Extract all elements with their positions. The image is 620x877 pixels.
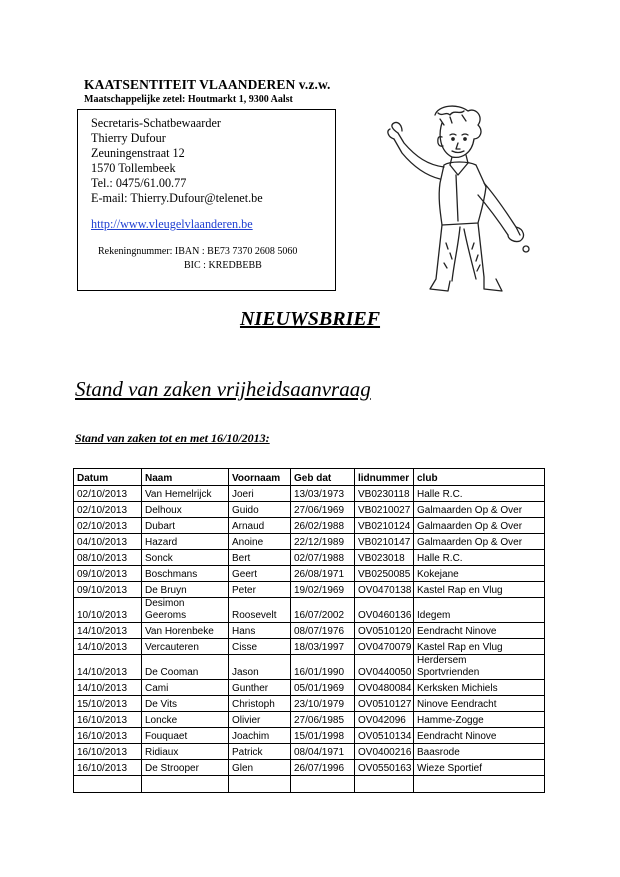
cell-datum: 02/10/2013 [74, 518, 142, 534]
cell-geb-dat: 22/12/1989 [291, 534, 355, 550]
cell-voornaam: Roosevelt [229, 598, 291, 623]
cell-club: Kastel Rap en Vlug [414, 639, 545, 655]
contact-role: Secretaris-Schatbewaarder [91, 116, 221, 130]
cell-voornaam: Guido [229, 502, 291, 518]
column-header-voornaam: Voornaam [229, 469, 291, 486]
cell-voornaam: Cisse [229, 639, 291, 655]
cell-naam: Ridiaux [142, 744, 229, 760]
cell-club: Idegem [414, 598, 545, 623]
cell-naam: Dubart [142, 518, 229, 534]
cell-geb-dat: 18/03/1997 [291, 639, 355, 655]
table-header-row [74, 469, 545, 486]
cell-club: Galmaarden Op & Over [414, 502, 545, 518]
organization-name: KAATSENTITEIT VLAANDEREN v.z.w. [84, 77, 331, 92]
cell-datum: 14/10/2013 [74, 639, 142, 655]
table-row [74, 744, 545, 760]
column-header-lidnummer: lidnummer [355, 469, 414, 486]
cell-naam: Desimon Geeroms [142, 598, 229, 623]
table-row [74, 623, 545, 639]
cell-naam [142, 776, 229, 793]
cell-club: Wieze Sportief [414, 760, 545, 776]
cell-voornaam: Gunther [229, 680, 291, 696]
cell-geb-dat: 23/10/1979 [291, 696, 355, 712]
contact-street: Zeuningenstraat 12 [91, 146, 185, 160]
section-title: Stand van zaken vrijheidsaanvraag [75, 377, 371, 401]
cell-naam: Van Hemelrijck [142, 486, 229, 502]
cell-naam: De Strooper [142, 760, 229, 776]
cell-lidnummer: OV0510120 [355, 623, 414, 639]
cell-geb-dat: 27/06/1969 [291, 502, 355, 518]
cell-club: Galmaarden Op & Over [414, 518, 545, 534]
cell-geb-dat: 05/01/1969 [291, 680, 355, 696]
cell-voornaam: Geert [229, 566, 291, 582]
cell-club: Galmaarden Op & Over [414, 534, 545, 550]
cell-club: Herdersem Sportvrienden [414, 655, 545, 680]
table-row [74, 680, 545, 696]
cell-datum: 02/10/2013 [74, 502, 142, 518]
table-row [74, 712, 545, 728]
cell-naam: Van Horenbeke [142, 623, 229, 639]
cell-naam: Boschmans [142, 566, 229, 582]
column-header-datum: Datum [74, 469, 142, 486]
table-row [74, 639, 545, 655]
section-subtitle: Stand van zaken tot en met 16/10/2013: [75, 431, 270, 445]
cell-club: Ninove Eendracht [414, 696, 545, 712]
cell-lidnummer: OV0550163 [355, 760, 414, 776]
cell-lidnummer: VB0230118 [355, 486, 414, 502]
newsletter-title: NIEUWSBRIEF [239, 308, 381, 330]
cell-naam: Cami [142, 680, 229, 696]
cell-voornaam: Joeri [229, 486, 291, 502]
column-header-club: club [414, 469, 545, 486]
table-row [74, 518, 545, 534]
table-row [74, 598, 545, 623]
cell-lidnummer: OV0460136 [355, 598, 414, 623]
cell-lidnummer: VB0210027 [355, 502, 414, 518]
cell-geb-dat: 27/06/1985 [291, 712, 355, 728]
table-row [74, 760, 545, 776]
cell-datum [74, 776, 142, 793]
column-header-naam: Naam [142, 469, 229, 486]
cell-datum: 16/10/2013 [74, 712, 142, 728]
table-row [74, 486, 545, 502]
cell-club: Halle R.C. [414, 486, 545, 502]
cell-geb-dat: 19/02/1969 [291, 582, 355, 598]
cell-datum: 10/10/2013 [74, 598, 142, 623]
cell-geb-dat: 16/01/1990 [291, 655, 355, 680]
cell-voornaam: Glen [229, 760, 291, 776]
cell-lidnummer: VB0210124 [355, 518, 414, 534]
cell-club: Halle R.C. [414, 550, 545, 566]
contact-name: Thierry Dufour [91, 131, 166, 145]
cell-datum: 02/10/2013 [74, 486, 142, 502]
website-link[interactable]: http://www.vleugelvlaanderen.be [91, 217, 253, 231]
cell-naam: Fouquaet [142, 728, 229, 744]
cell-datum: 14/10/2013 [74, 623, 142, 639]
cell-naam: Hazard [142, 534, 229, 550]
cell-geb-dat: 13/03/1973 [291, 486, 355, 502]
table-row [74, 776, 545, 793]
release-requests-table [73, 468, 545, 793]
cell-datum: 14/10/2013 [74, 680, 142, 696]
cell-naam: De Vits [142, 696, 229, 712]
cell-voornaam: Arnaud [229, 518, 291, 534]
table-row [74, 550, 545, 566]
table-row [74, 728, 545, 744]
cell-geb-dat: 26/08/1971 [291, 566, 355, 582]
cell-naam: Delhoux [142, 502, 229, 518]
cell-club [414, 776, 545, 793]
player-illustration [380, 103, 540, 303]
table-row [74, 566, 545, 582]
cell-voornaam: Joachim [229, 728, 291, 744]
table-row [74, 502, 545, 518]
organization-address: Maatschappelijke zetel: Houtmarkt 1, 9300 Aalst [84, 94, 293, 105]
cell-voornaam: Olivier [229, 712, 291, 728]
cell-datum: 04/10/2013 [74, 534, 142, 550]
cell-club: Eendracht Ninove [414, 728, 545, 744]
cell-voornaam: Jason [229, 655, 291, 680]
cell-voornaam: Christoph [229, 696, 291, 712]
cell-club: Kastel Rap en Vlug [414, 582, 545, 598]
contact-box [77, 109, 336, 291]
cell-datum: 16/10/2013 [74, 728, 142, 744]
cell-naam: De Bruyn [142, 582, 229, 598]
cell-datum: 16/10/2013 [74, 744, 142, 760]
contact-email[interactable]: E-mail: Thierry.Dufour@telenet.be [91, 191, 263, 205]
cell-geb-dat: 02/07/1988 [291, 550, 355, 566]
cell-datum: 08/10/2013 [74, 550, 142, 566]
table-row [74, 655, 545, 680]
cell-geb-dat: 26/02/1988 [291, 518, 355, 534]
cell-lidnummer: OV0440050 [355, 655, 414, 680]
cell-naam: Vercauteren [142, 639, 229, 655]
bank-account: Rekeningnummer: IBAN : BE73 7370 2608 5060 [98, 246, 298, 257]
table-row [74, 696, 545, 712]
cell-lidnummer: OV0470138 [355, 582, 414, 598]
cell-lidnummer: VB0210147 [355, 534, 414, 550]
cell-voornaam: Hans [229, 623, 291, 639]
cell-lidnummer: OV042096 [355, 712, 414, 728]
table-row [74, 534, 545, 550]
cell-club: Kerksken Michiels [414, 680, 545, 696]
cell-naam: De Cooman [142, 655, 229, 680]
cell-geb-dat: 08/07/1976 [291, 623, 355, 639]
cell-voornaam: Peter [229, 582, 291, 598]
cell-lidnummer: OV0400216 [355, 744, 414, 760]
contact-city: 1570 Tollembeek [91, 161, 176, 175]
cell-datum: 15/10/2013 [74, 696, 142, 712]
cell-datum: 09/10/2013 [74, 566, 142, 582]
cell-club: Baasrode [414, 744, 545, 760]
cell-geb-dat: 26/07/1996 [291, 760, 355, 776]
cell-voornaam: Bert [229, 550, 291, 566]
contact-phone: Tel.: 0475/61.00.77 [91, 176, 187, 190]
cell-datum: 09/10/2013 [74, 582, 142, 598]
cell-lidnummer: OV0480084 [355, 680, 414, 696]
cell-naam: Sonck [142, 550, 229, 566]
cell-lidnummer: OV0470079 [355, 639, 414, 655]
cell-voornaam: Patrick [229, 744, 291, 760]
table-row [74, 582, 545, 598]
cell-geb-dat [291, 776, 355, 793]
cell-voornaam: Anoine [229, 534, 291, 550]
cell-naam: Loncke [142, 712, 229, 728]
cell-club: Hamme-Zogge [414, 712, 545, 728]
cell-lidnummer: VB023018 [355, 550, 414, 566]
bic-code: BIC : KREDBEBB [184, 260, 262, 271]
cell-club: Kokejane [414, 566, 545, 582]
cell-voornaam [229, 776, 291, 793]
cell-lidnummer: OV0510127 [355, 696, 414, 712]
cell-club: Eendracht Ninove [414, 623, 545, 639]
cell-lidnummer [355, 776, 414, 793]
cell-datum: 14/10/2013 [74, 655, 142, 680]
cell-geb-dat: 15/01/1998 [291, 728, 355, 744]
cell-geb-dat: 08/04/1971 [291, 744, 355, 760]
cell-geb-dat: 16/07/2002 [291, 598, 355, 623]
cell-datum: 16/10/2013 [74, 760, 142, 776]
cell-lidnummer: OV0510134 [355, 728, 414, 744]
cell-lidnummer: VB0250085 [355, 566, 414, 582]
column-header-geb-dat: Geb dat [291, 469, 355, 486]
